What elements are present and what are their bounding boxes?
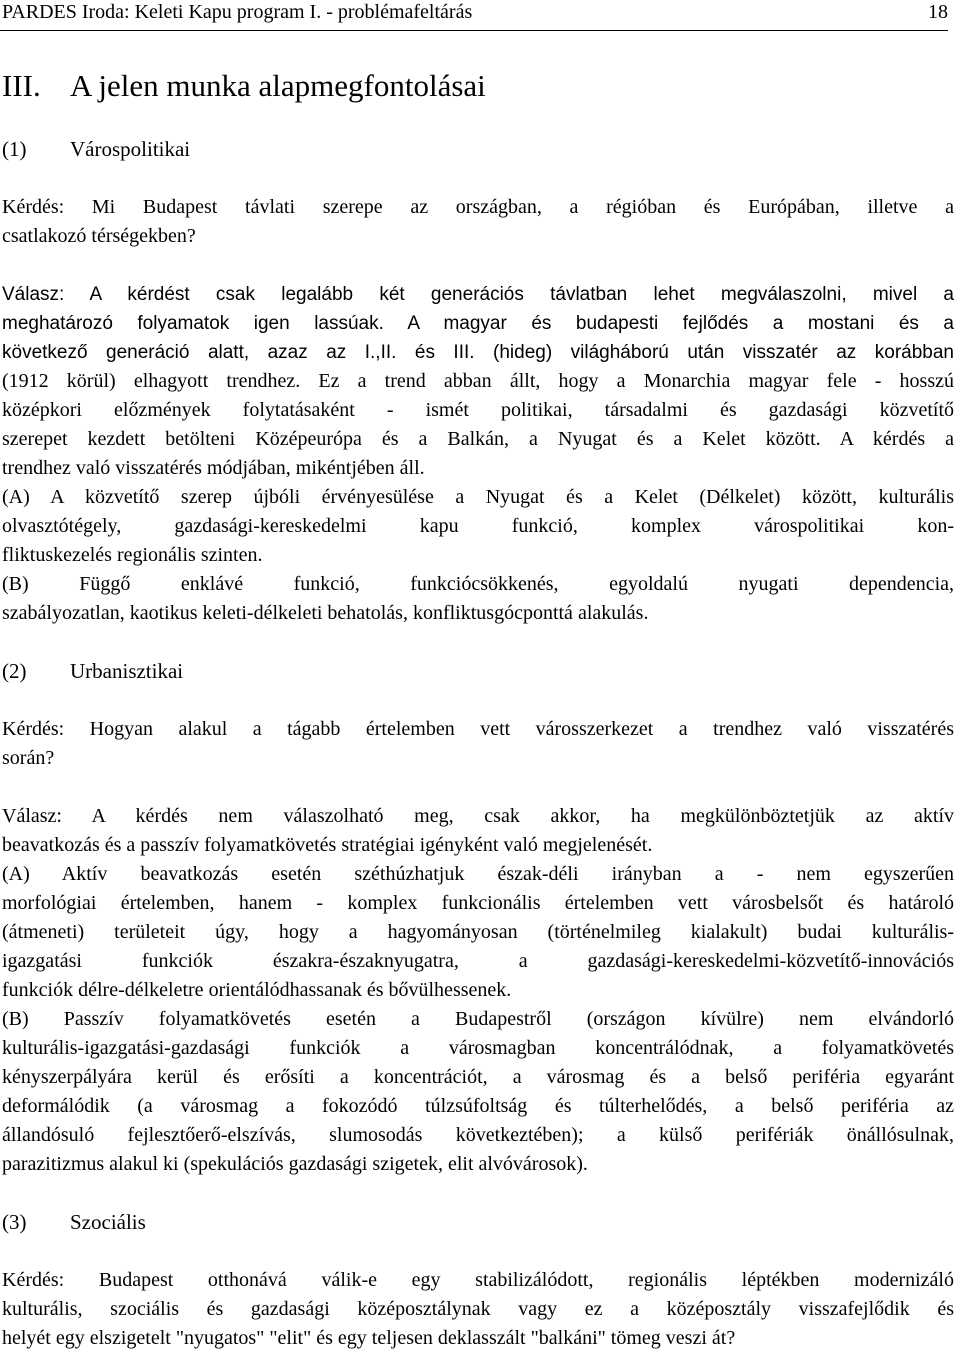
- text-line: funkciók délre-délkeletre orientálódhassanak és bővülhessenek.: [2, 979, 512, 1001]
- section-heading: [2, 68, 486, 104]
- text-line: állandósuló fejlesztőerő-elszívás, slumosodás következtében); a külső perifériák önállósulnak,: [2, 1124, 954, 1146]
- text-line: (B) Függő enklávé funkció, funkciócsökkenés, egyoldalú nyugati dependencia,: [2, 573, 954, 595]
- text-line: során?: [2, 747, 55, 769]
- subsection-title: Szociális: [70, 1210, 146, 1234]
- subsection-heading-1: [2, 136, 190, 162]
- text-line: (A) A közvetítő szerep újbóli érvényesülése a Nyugat és a Kelet (Délkelet) között, kulturális: [2, 486, 954, 508]
- text-line: helyét egy elszigetelt "nyugatos" "elit" és egy teljesen deklasszált "balkáni" tömeg veszi át?: [2, 1327, 736, 1349]
- text-line: csatlakozó térségekben?: [2, 225, 196, 247]
- text-line: szerepet kezdett betölteni Középeurópa és a Balkán, a Nyugat és a Kelet között. A kérdés a: [2, 428, 954, 450]
- text-line: kulturális, szociális és gazdasági középosztálynak vagy ez a középosztály visszafejlődik és: [2, 1298, 954, 1320]
- page-header: [0, 0, 948, 31]
- section-number: III.: [2, 68, 41, 103]
- question-paragraph-1: [2, 193, 954, 251]
- section-title: A jelen munka alapmegfontolásai: [70, 68, 486, 103]
- text-line: (átmeneti) területeit úgy, hogy a hagyományosan (történelmileg kialakult) budai kulturális-: [2, 921, 954, 943]
- text-line: Kérdés: Hogyan alakul a tágabb értelemben vett városszerkezet a trendhez való visszatérés: [2, 718, 954, 740]
- text-line: Válasz: A kérdést csak legalább két generációs távlatban lehet megválaszolni, mivel a: [2, 284, 954, 305]
- text-line: igazgatási funkciók északra-északnyugatra, a gazdasági-kereskedelmi-közvetítő-innovációs: [2, 950, 954, 972]
- subsection-number: (3): [2, 1210, 27, 1234]
- text-line: meghatározó folyamatok igen lassúak. A magyar és budapesti fejlődés a mostani és a: [2, 313, 954, 334]
- subsection-title: Urbanisztikai: [70, 659, 184, 683]
- answer-paragraph-2: [2, 802, 954, 1179]
- text-line: középkori előzmények folytatásaként - ismét politikai, társadalmi és gazdasági közvetítő: [2, 399, 954, 421]
- text-line: (A) Aktív beavatkozás esetén széthúzhatjuk észak-déli irányban a - nem egyszerűen: [2, 863, 954, 885]
- question-paragraph-2: [2, 715, 954, 773]
- answer-paragraph-1: [2, 280, 954, 628]
- text-line: Kérdés: Mi Budapest távlati szerepe az országban, a régióban és Európában, illetve a: [2, 196, 954, 218]
- subsection-title: Várospolitikai: [70, 137, 191, 161]
- text-line: következő generáció alatt, azaz az I.,II. és III. (hideg) világháború után visszatér az korábban: [2, 342, 954, 363]
- text-line: fliktuskezelés regionális szinten.: [2, 544, 263, 566]
- page-number: 18: [928, 1, 948, 23]
- text-line: (B) Passzív folyamatkövetés esetén a Budapestről (országon kívülre) nem elvándorló: [2, 1008, 954, 1030]
- text-line: olvasztótégely, gazdasági-kereskedelmi kapu funkció, komplex várospolitikai kon-: [2, 515, 954, 537]
- text-line: kulturális-igazgatási-gazdasági funkciók a városmagban koncentrálódnak, a folyamatkövetés: [2, 1037, 954, 1059]
- text-line: deformálódik (a városmag a fokozódó túlzsúfoltság és túlterhelődés, a belső periféria az: [2, 1095, 954, 1117]
- text-line: Válasz: A kérdés nem válaszolható meg, csak akkor, ha megkülönböztetjük az aktív: [2, 805, 954, 827]
- subsection-heading-2: [2, 658, 183, 684]
- text-line: beavatkozás és a passzív folyamatkövetés stratégiai igényként való megjelenését.: [2, 834, 653, 856]
- text-line: kényszerpályára kerül és erősíti a koncentrációt, a városmag és a belső periféria egyaránt: [2, 1066, 954, 1088]
- text-line: morfológiai értelemben, hanem - komplex funkcionális értelemben vett városbelsőt és határoló: [2, 892, 954, 914]
- text-line: szabályozatlan, kaotikus keleti-délkeleti behatolás, konfliktusgócponttá alakulás.: [2, 602, 649, 624]
- text-line: parazitizmus alakul ki (spekulációs gazdasági szigetek, elit alvóvárosok).: [2, 1153, 588, 1175]
- header-title: PARDES Iroda: Keleti Kapu program I. - problémafeltárás: [2, 1, 473, 23]
- subsection-number: (1): [2, 137, 27, 161]
- text-line: (1912 körül) elhagyott trendhez. Ez a trend abban állt, hogy a Monarchia magyar fele - hosszú: [2, 370, 954, 392]
- text-line: trendhez való visszatérés módjában, mikéntjében áll.: [2, 457, 425, 479]
- subsection-heading-3: [2, 1209, 146, 1235]
- subsection-number: (2): [2, 659, 27, 683]
- text-line: Kérdés: Budapest otthonává válik-e egy stabilizálódott, regionális léptékben modernizáló: [2, 1269, 954, 1291]
- question-paragraph-3: [2, 1266, 954, 1353]
